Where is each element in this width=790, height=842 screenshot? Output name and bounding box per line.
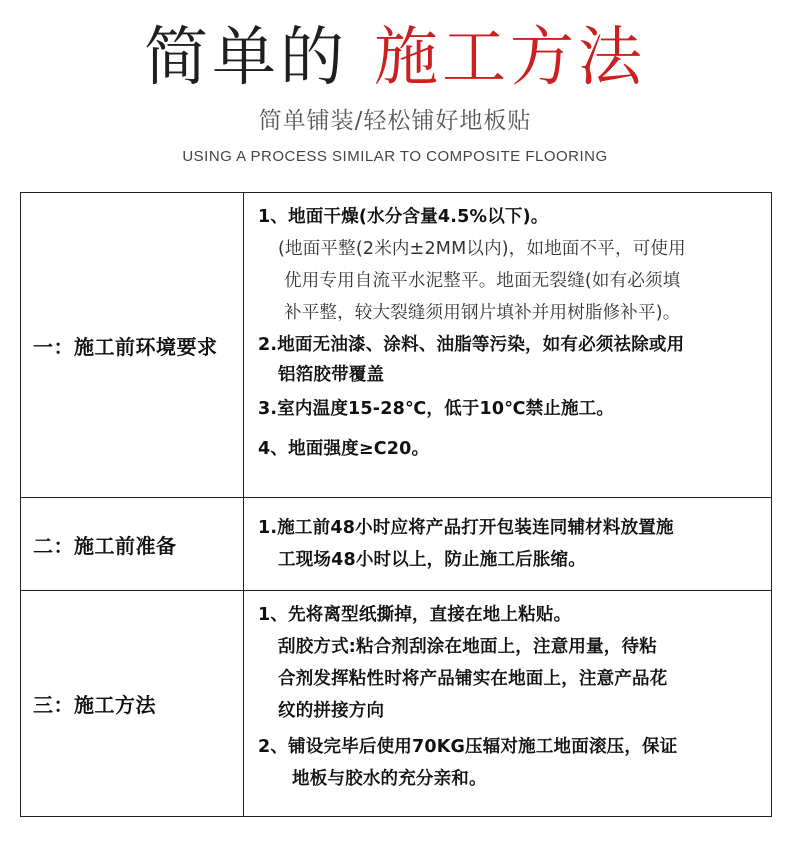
- list-item: 2、铺设完毕后使用70KG压辐对施工地面滚压，保证: [258, 737, 678, 757]
- list-item: (地面平整(2米内±2MM以内)，如地面不平，可使用: [278, 239, 686, 259]
- list-item: 地板与胶水的充分亲和。: [292, 769, 487, 789]
- list-item: 补平整，较大裂缝须用钢片填补并用树脂修补平)。: [284, 303, 681, 323]
- list-item: 3.室内温度15-28℃，低于10℃禁止施工。: [258, 399, 615, 419]
- table-row-preparation: [21, 498, 772, 591]
- list-item: 优用专用自流平水泥整平。地面无裂缝(如有必须填: [284, 271, 681, 291]
- page-subtitle-english: USING A PROCESS SIMILAR TO COMPOSITE FLOORING: [182, 148, 608, 165]
- list-item: 4、地面强度≥C20。: [258, 439, 430, 459]
- page-title-dark: 简单的: [144, 21, 348, 95]
- list-item: 1、地面干燥(水分含量4.5%以下)。: [258, 207, 549, 227]
- list-item: 工现场48小时以上，防止施工后胀缩。: [278, 550, 586, 570]
- list-item: 合剂发挥粘性时将产品铺实在地面上，注意产品花: [278, 669, 668, 689]
- section-body-method: [244, 591, 772, 817]
- list-item: 1.施工前48小时应将产品打开包装连同辅材料放置施: [258, 518, 674, 538]
- instructions-table: [20, 192, 772, 817]
- section-label-environment: 一：施工前环境要求: [21, 193, 244, 498]
- section-label-preparation: 二：施工前准备: [21, 498, 244, 591]
- list-item: 2.地面无油漆、涂料、油脂等污染，如有必须祛除或用: [258, 335, 685, 355]
- table-row-method: [21, 591, 772, 817]
- list-item: 1、先将离型纸撕掉，直接在地上粘贴。: [258, 605, 572, 625]
- page-title-accent: 施工方法: [374, 21, 646, 95]
- list-item: 刮胶方式:粘合剂刮涂在地面上，注意用量，待粘: [278, 637, 657, 657]
- page-title: [0, 20, 790, 96]
- section-body-environment: [244, 193, 772, 498]
- list-item: 纹的拼接方向: [278, 701, 385, 721]
- table-row-environment: [21, 193, 772, 498]
- section-label-method: 三：施工方法: [21, 591, 244, 817]
- section-body-preparation: [244, 498, 772, 591]
- page-subtitle: 简单铺装/轻松铺好地板贴: [258, 108, 532, 134]
- list-item: 铝箔胶带覆盖: [278, 365, 385, 385]
